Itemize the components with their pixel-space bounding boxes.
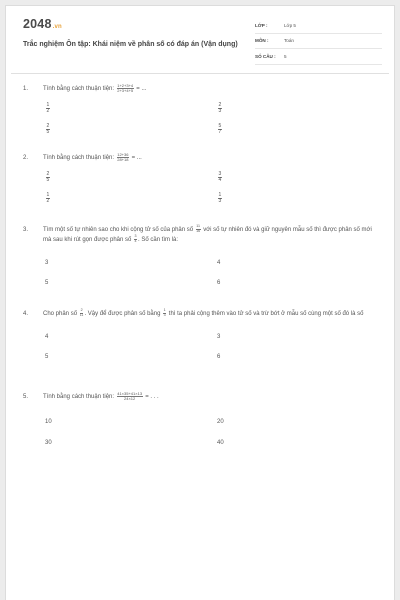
question-text: Tính bằng cách thuận tiện: $\frac{12+36}{28+18}$ = ... — [43, 152, 142, 162]
question-text: Cho phân số $\frac{2}{11}$ . Vậy để được phân số bằng $\frac{1}{3}$ thì ta phải cộng thêm vào tử số và trừ bớt ở mẫu số cùng một số đó là số — [43, 308, 364, 317]
answer-option[interactable]: $\frac{5}{7}$ — [218, 123, 222, 136]
question-3 — [23, 224, 378, 286]
expression-fraction: $\frac{1+2+3+4}{2+3+4+5}$ — [117, 83, 134, 93]
question-text: Tìm một số tự nhiên sao cho khi cộng tử số của phân số $\frac{11}{16}$ với số tự nhiên đó và giữ nguyên mẫu số thì được phân số mới mà sau khi rút gọn được phân số $\frac{3}{4}$ . Số cần tìm là: — [43, 224, 372, 243]
question-4 — [23, 308, 378, 360]
meta-row-grade — [255, 18, 382, 34]
logo-text: 2048 — [23, 17, 52, 31]
answer-option[interactable]: 4 — [217, 260, 221, 266]
answer-option[interactable]: $\frac{3}{4}$ — [218, 171, 222, 184]
answer-option[interactable]: $\frac{2}{3}$ — [218, 102, 222, 115]
question-1 — [23, 83, 378, 136]
header-divider — [11, 73, 389, 74]
answer-option[interactable]: 5 — [45, 280, 49, 286]
answer-option[interactable]: $\frac{1}{2}$ — [46, 192, 50, 205]
answer-option[interactable]: 10 — [45, 419, 52, 425]
answer-option[interactable]: 6 — [217, 280, 221, 286]
question-number: 2. — [23, 155, 29, 161]
question-text: Tính bằng cách thuận tiện: $\frac{41\times 35+41\times 13}{24\times 12}$ = . . . — [43, 391, 159, 401]
meta-value: 5 — [284, 53, 287, 59]
page-title: Trắc nghiệm Ôn tập: Khái niệm về phân số có đáp án (Vận dụng) — [23, 41, 238, 48]
expression-fraction: $\frac{12+36}{28+18}$ — [117, 152, 129, 162]
answer-option[interactable]: 6 — [217, 354, 221, 360]
question-number: 5. — [23, 394, 29, 400]
meta-value: Toán — [284, 38, 294, 44]
answer-option[interactable]: 5 — [45, 354, 49, 360]
meta-key: SỐ CÂU : — [255, 53, 276, 59]
question-number: 1. — [23, 86, 29, 92]
meta-row-subject — [255, 34, 382, 50]
logo-suffix: .vn — [52, 24, 62, 30]
question-5 — [23, 391, 378, 446]
answer-option[interactable]: 3 — [45, 260, 49, 266]
question-number: 4. — [23, 311, 29, 317]
meta-key: LỚP : — [255, 22, 268, 28]
question-number: 3. — [23, 227, 29, 233]
question-2 — [23, 152, 378, 205]
answer-option[interactable]: $\frac{2}{5}$ — [46, 123, 50, 136]
answer-option[interactable]: 40 — [217, 440, 224, 446]
expression-fraction: $\frac{41\times 35+41\times 13}{24\times 12}$ — [117, 391, 143, 401]
meta-key: MÔN : — [255, 38, 269, 44]
answer-option[interactable]: $\frac{1}{3}$ — [218, 192, 222, 205]
meta-row-count — [255, 49, 382, 65]
meta-table — [255, 18, 382, 65]
site-logo[interactable] — [23, 17, 62, 31]
answer-option[interactable]: 30 — [45, 440, 52, 446]
question-text: Tính bằng cách thuận tiện: $\frac{1+2+3+4}{2+3+4+5}$ = ... — [43, 83, 147, 93]
answer-option[interactable]: 4 — [45, 334, 49, 340]
meta-value: Lớp 5 — [284, 22, 296, 28]
answer-option[interactable]: $\frac{2}{5}$ — [46, 171, 50, 184]
worksheet-page — [5, 5, 395, 600]
answer-option[interactable]: $\frac{1}{2}$ — [46, 102, 50, 115]
answer-option[interactable]: 20 — [217, 419, 224, 425]
answer-option[interactable]: 3 — [217, 334, 221, 340]
